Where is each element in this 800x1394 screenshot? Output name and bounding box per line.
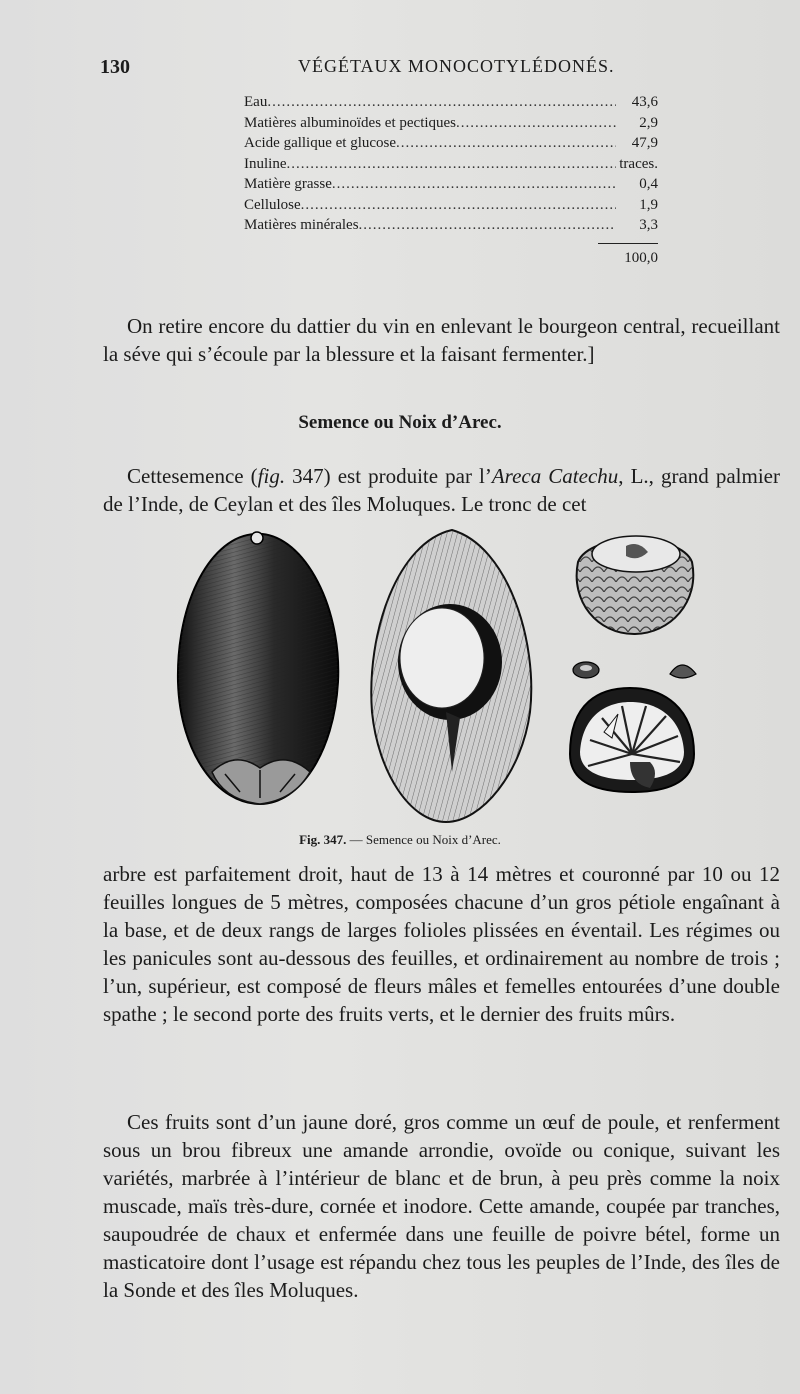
composition-label: Matières minérales [244, 217, 359, 233]
whole-seed [178, 532, 338, 804]
paragraph-text: On retire encore du dattier du vin en enlevant le bourgeon central, recueillant la séve qui s’écoule par la blessure et la faisant fermenter.] [103, 314, 780, 366]
composition-table [244, 92, 658, 266]
figure-caption [0, 832, 800, 848]
paragraph-tree [103, 860, 780, 1028]
species-name: Areca Catechu [491, 464, 619, 488]
paragraph-intro [103, 462, 780, 518]
page-number: 130 [100, 56, 130, 78]
figure-number: Fig. 347. [299, 832, 347, 847]
paragraph-fruits [103, 1108, 780, 1304]
composition-row [244, 215, 658, 236]
composition-value: 47,9 [631, 135, 658, 151]
text: , L., grand palmier de l’Inde, de Ceylan et des îles Moluques. Le tronc de cet [103, 464, 780, 516]
composition-label: Matière grasse [244, 176, 332, 192]
text: Cettesemence ( [127, 464, 258, 488]
caption-text: — Semence ou Noix d’Arec. [346, 832, 501, 847]
composition-value: 2,9 [639, 114, 658, 131]
paragraph-wine [103, 312, 780, 368]
split-fruit [371, 530, 531, 822]
leader-dots [359, 215, 616, 236]
composition-value: 43,6 [631, 94, 658, 110]
leader-dots [332, 174, 616, 195]
composition-total: 100,0 [624, 250, 658, 266]
composition-label: Eau [244, 94, 268, 110]
leader-dots [287, 154, 617, 175]
paragraph-text: arbre est parfaitement droit, haut de 13 à 14 mètres et couronné par 10 ou 12 feuilles longues de 5 mètres, composées chacune d’un gros pétiole engaînant à la base, et de deux rangs de larges folioles plissées en éventail. Les régimes ou les panicules sont au-dessous des feuilles, et ordinairement au nombre de trois ; l’un, supérieur, est composé de fleurs mâles et femelles entourées d’une double spathe ; le second porte des fruits verts, et le dernier des fruits mûrs. [103, 862, 780, 1026]
composition-label: Inuline [244, 155, 287, 172]
areca-nut-engraving [160, 522, 720, 832]
composition-row [244, 113, 658, 134]
text: 347) est produite par l’ [285, 464, 492, 488]
page-header [0, 56, 800, 86]
composition-row [244, 92, 658, 113]
composition-value: traces. [619, 155, 658, 172]
leader-dots [456, 113, 616, 134]
total-rule [598, 243, 658, 244]
figure-reference: fig. [257, 464, 286, 488]
composition-label: Acide gallique et glucose [244, 135, 397, 151]
leader-dots [267, 92, 616, 113]
composition-value: 3,3 [639, 217, 658, 233]
figure-347 [160, 522, 720, 832]
section-title: Semence ou Noix d’Arec. [298, 412, 502, 433]
small-seed [670, 665, 696, 678]
composition-label: Matières albuminoïdes et pectiques [244, 114, 457, 131]
composition-row [244, 154, 658, 175]
paragraph-text: Ces fruits sont d’un jaune doré, gros comme un œuf de poule, et renferment sous un brou fibreux une amande arrondie, ovoïde ou conique, suivant les variétés, marbrée à l’intérieur de blanc et de brun, à peu près comme la noix muscade, maïs très-dure, cornée et inodore. Cette amande, coupée par tranches, saupoudrée de chaux et enfermée dans une feuille de poivre bétel, forme un masticatoire dont l’usage est répandu chez tous les peuples de l’Inde, des îles de la Sonde et des îles Moluques. [103, 1110, 780, 1302]
composition-value: 1,9 [639, 196, 658, 213]
composition-value: 0,4 [639, 176, 658, 192]
composition-row [244, 174, 658, 195]
nut-top-view [577, 536, 694, 634]
composition-row [244, 195, 658, 216]
nut-cross-section [570, 688, 694, 792]
leader-dots [301, 195, 616, 216]
composition-row [244, 133, 658, 154]
running-title: VÉGÉTAUX MONOCOTYLÉDONÉS. [298, 56, 615, 76]
composition-label: Cellulose [244, 196, 301, 213]
leader-dots [396, 133, 616, 154]
